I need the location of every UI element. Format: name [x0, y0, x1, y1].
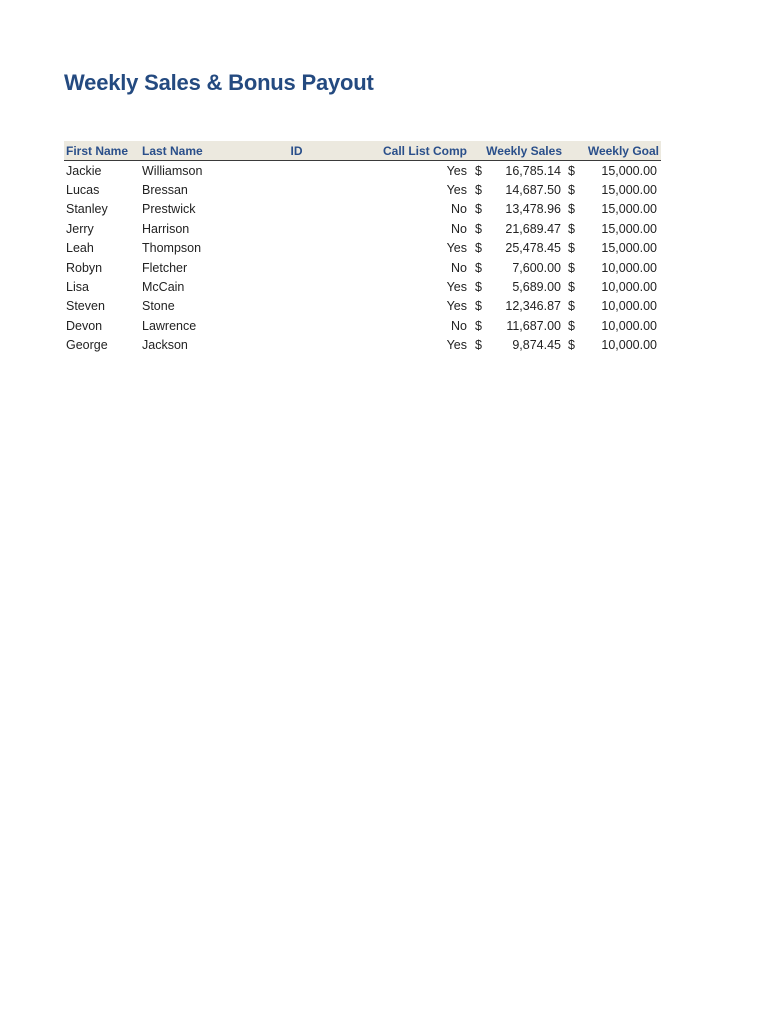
- cell-id[interactable]: [258, 277, 335, 296]
- table-row: [64, 297, 661, 316]
- currency-value: [471, 164, 562, 178]
- cell-call-list-comp[interactable]: Yes: [446, 280, 467, 295]
- table-row: [64, 200, 661, 219]
- cell-first-name[interactable]: Stanley: [66, 202, 108, 217]
- currency-value: [566, 338, 659, 352]
- cell-id[interactable]: [258, 200, 335, 219]
- cell-first-name[interactable]: George: [66, 338, 108, 353]
- cell-call-list-comp[interactable]: Yes: [446, 338, 467, 353]
- cell-last-name[interactable]: Thompson: [142, 241, 202, 256]
- cell-last-name[interactable]: Harrison: [142, 221, 190, 236]
- currency-symbol: $: [475, 299, 482, 314]
- currency-value: [566, 261, 659, 275]
- currency-value: [471, 338, 562, 352]
- cell-id[interactable]: [258, 239, 335, 258]
- column-header-id[interactable]: ID: [258, 141, 335, 161]
- currency-symbol: $: [568, 241, 575, 256]
- cell-first-name[interactable]: Jackie: [66, 163, 102, 178]
- currency-value: [471, 319, 562, 333]
- cell-id[interactable]: [258, 258, 335, 277]
- currency-symbol: $: [475, 260, 482, 275]
- cell-id[interactable]: [258, 161, 335, 181]
- currency-symbol: $: [568, 163, 575, 178]
- currency-amount: 15,000.00: [601, 163, 657, 178]
- currency-amount: 12,346.87: [505, 299, 561, 314]
- currency-value: [471, 299, 562, 313]
- currency-amount: 10,000.00: [601, 260, 657, 275]
- cell-weekly-goal[interactable]: [564, 258, 661, 277]
- cell-last-name[interactable]: Stone: [142, 299, 175, 314]
- cell-id[interactable]: [258, 297, 335, 316]
- cell-first-name[interactable]: Leah: [66, 241, 94, 256]
- currency-value: [471, 222, 562, 236]
- cell-weekly-sales[interactable]: [469, 336, 564, 355]
- currency-symbol: $: [475, 280, 482, 295]
- cell-weekly-goal[interactable]: [564, 336, 661, 355]
- cell-first-name[interactable]: Devon: [66, 318, 103, 333]
- currency-symbol: $: [568, 183, 575, 198]
- cell-weekly-goal[interactable]: [564, 161, 661, 181]
- cell-id[interactable]: [258, 316, 335, 335]
- currency-symbol: $: [475, 318, 482, 333]
- column-header-weekly-sales[interactable]: Weekly Sales: [469, 141, 564, 161]
- cell-last-name[interactable]: Williamson: [142, 163, 203, 178]
- currency-symbol: $: [475, 202, 482, 217]
- currency-amount: 5,689.00: [512, 280, 561, 295]
- currency-value: [566, 164, 659, 178]
- cell-weekly-goal[interactable]: [564, 219, 661, 238]
- currency-amount: 10,000.00: [601, 280, 657, 295]
- currency-amount: 15,000.00: [601, 183, 657, 198]
- cell-weekly-goal[interactable]: [564, 297, 661, 316]
- column-header-last-name[interactable]: Last Name: [140, 141, 258, 161]
- cell-weekly-sales[interactable]: [469, 161, 564, 181]
- cell-id[interactable]: [258, 336, 335, 355]
- currency-symbol: $: [475, 183, 482, 198]
- currency-value: [566, 280, 659, 294]
- currency-amount: 15,000.00: [601, 241, 657, 256]
- cell-weekly-sales[interactable]: [469, 239, 564, 258]
- cell-weekly-goal[interactable]: [564, 277, 661, 296]
- cell-call-list-comp[interactable]: Yes: [446, 163, 467, 178]
- cell-weekly-sales[interactable]: [469, 200, 564, 219]
- column-header-weekly-goal[interactable]: Weekly Goal: [564, 141, 661, 161]
- currency-symbol: $: [568, 318, 575, 333]
- cell-weekly-sales[interactable]: [469, 297, 564, 316]
- currency-value: [471, 280, 562, 294]
- table-row: [64, 277, 661, 296]
- currency-value: [471, 261, 562, 275]
- currency-amount: 15,000.00: [601, 202, 657, 217]
- currency-value: [566, 183, 659, 197]
- cell-last-name[interactable]: McCain: [142, 280, 185, 295]
- cell-last-name[interactable]: Bressan: [142, 183, 188, 198]
- cell-weekly-sales[interactable]: [469, 219, 564, 238]
- currency-amount: 21,689.47: [505, 221, 561, 236]
- cell-weekly-sales[interactable]: [469, 258, 564, 277]
- currency-value: [566, 222, 659, 236]
- cell-call-list-comp[interactable]: Yes: [446, 241, 467, 256]
- currency-value: [471, 183, 562, 197]
- cell-first-name[interactable]: Lisa: [66, 280, 89, 295]
- currency-amount: 9,874.45: [512, 338, 561, 353]
- cell-weekly-goal[interactable]: [564, 316, 661, 335]
- cell-id[interactable]: [258, 180, 335, 199]
- currency-symbol: $: [568, 280, 575, 295]
- cell-weekly-sales[interactable]: [469, 277, 564, 296]
- sales-table: [64, 141, 661, 355]
- cell-weekly-goal[interactable]: [564, 200, 661, 219]
- currency-symbol: $: [568, 338, 575, 353]
- cell-call-list-comp[interactable]: No: [451, 221, 467, 236]
- currency-value: [471, 241, 562, 255]
- cell-weekly-goal[interactable]: [564, 239, 661, 258]
- cell-last-name[interactable]: Lawrence: [142, 318, 197, 333]
- currency-amount: 15,000.00: [601, 221, 657, 236]
- cell-call-list-comp[interactable]: No: [451, 318, 467, 333]
- cell-first-name[interactable]: Steven: [66, 299, 105, 314]
- currency-value: [566, 299, 659, 313]
- currency-amount: 10,000.00: [601, 318, 657, 333]
- currency-value: [566, 202, 659, 216]
- currency-value: [566, 319, 659, 333]
- table-row: [64, 258, 661, 277]
- cell-first-name[interactable]: Lucas: [66, 183, 100, 198]
- column-header-first-name[interactable]: First Name: [64, 141, 140, 161]
- currency-amount: 10,000.00: [601, 338, 657, 353]
- table-header-row: [64, 141, 661, 161]
- cell-call-list-comp[interactable]: No: [451, 202, 467, 217]
- cell-call-list-comp[interactable]: No: [451, 260, 467, 275]
- currency-value: [471, 202, 562, 216]
- cell-weekly-sales[interactable]: [469, 316, 564, 335]
- currency-value: [566, 241, 659, 255]
- cell-first-name[interactable]: Robyn: [66, 260, 103, 275]
- currency-amount: 7,600.00: [512, 260, 561, 275]
- table-row: [64, 161, 661, 181]
- currency-symbol: $: [568, 221, 575, 236]
- currency-symbol: $: [475, 163, 482, 178]
- table-row: [64, 336, 661, 355]
- cell-first-name[interactable]: Jerry: [66, 221, 94, 236]
- table-row: [64, 239, 661, 258]
- currency-symbol: $: [568, 299, 575, 314]
- cell-call-list-comp[interactable]: Yes: [446, 183, 467, 198]
- table-row: [64, 316, 661, 335]
- cell-id[interactable]: [258, 219, 335, 238]
- table-row: [64, 219, 661, 238]
- table-body: [64, 161, 661, 355]
- currency-amount: 11,687.00: [506, 318, 561, 333]
- currency-amount: 14,687.50: [505, 183, 561, 198]
- currency-amount: 10,000.00: [601, 299, 657, 314]
- currency-symbol: $: [568, 260, 575, 275]
- currency-symbol: $: [475, 221, 482, 236]
- currency-symbol: $: [568, 202, 575, 217]
- currency-symbol: $: [475, 241, 482, 256]
- cell-weekly-goal[interactable]: [564, 180, 661, 199]
- cell-weekly-sales[interactable]: [469, 180, 564, 199]
- currency-amount: 16,785.14: [505, 163, 561, 178]
- cell-last-name[interactable]: Prestwick: [142, 202, 196, 217]
- cell-last-name[interactable]: Jackson: [142, 338, 188, 353]
- currency-amount: 25,478.45: [505, 241, 561, 256]
- column-header-call-list-comp[interactable]: Call List Comp: [335, 141, 469, 161]
- page-title: Weekly Sales & Bonus Payout: [64, 70, 374, 95]
- table-row: [64, 180, 661, 199]
- cell-call-list-comp[interactable]: Yes: [446, 299, 467, 314]
- currency-amount: 13,478.96: [505, 202, 561, 217]
- currency-symbol: $: [475, 338, 482, 353]
- cell-last-name[interactable]: Fletcher: [142, 260, 188, 275]
